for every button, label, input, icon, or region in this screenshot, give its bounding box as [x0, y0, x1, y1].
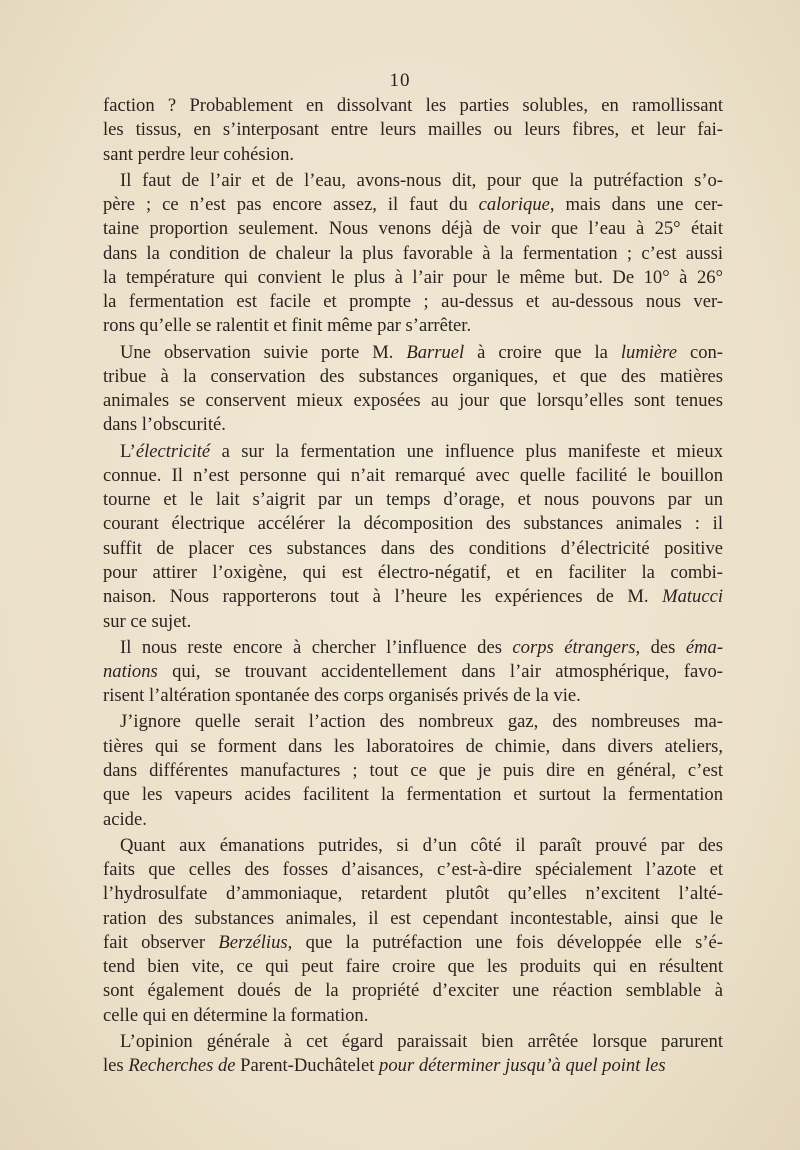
- text-run: acide.: [103, 808, 147, 830]
- italic-text: électricité: [135, 440, 211, 462]
- text-run: , que la putréfaction une fois développée elle s’é-: [287, 931, 723, 953]
- text-line: [103, 735, 723, 759]
- text-run: celle qui en détermine la formation.: [103, 1004, 369, 1026]
- text-run: tend bien vite, ce qui peut faire croire que les produits qui en résultent: [103, 956, 723, 978]
- text-line: [103, 413, 723, 437]
- text-line: [103, 610, 723, 634]
- text-run: ration des substances animales, il est cependant incontestable, ainsi que le: [103, 907, 723, 929]
- text-line: [103, 290, 723, 314]
- text-run: à croire que la: [464, 341, 621, 363]
- italic-text: lumière: [620, 341, 677, 363]
- text-line: [103, 464, 723, 488]
- text-run: , mais dans une cer-: [549, 193, 723, 215]
- text-line: [103, 169, 723, 193]
- text-line: [103, 512, 723, 536]
- text-line: [103, 561, 723, 585]
- text-line: [103, 907, 723, 931]
- text-run: tières qui se forment dans les laboratoires de chimie, dans divers ateliers,: [103, 735, 723, 757]
- text-run: L’opinion générale à cet égard paraissait bien arrêtée lorsque parurent: [120, 1030, 723, 1052]
- text-line: [103, 488, 723, 512]
- text-run: connue. Il n’est personne qui n’ait remarqué avec quelle facilité le bouillon: [103, 464, 723, 486]
- italic-text: éma-: [685, 636, 724, 658]
- text-line: [103, 955, 723, 979]
- text-run: Il faut de l’air et de l’eau, avons-nous dit, pour que la putréfaction s’o-: [120, 169, 723, 191]
- text-run: L’: [120, 440, 136, 462]
- text-run: risent l’altération spontanée des corps organisés privés de la vie.: [103, 685, 581, 707]
- text-run: pour attirer l’oxigène, qui est électro-négatif, et en faciliter la combi-: [103, 562, 723, 584]
- text-run: rons qu’elle se ralentit et finit même par s’arrêter.: [103, 315, 472, 337]
- text-run: Parent-Duchâtelet: [235, 1055, 380, 1077]
- text-line: [103, 266, 723, 290]
- text-run: dans l’obscurité.: [103, 414, 226, 436]
- text-run: dans la condition de chaleur la plus favorable à la fermentation ; c’est aussi: [103, 242, 723, 264]
- text-line: [103, 242, 723, 266]
- page-number: 10: [389, 70, 411, 91]
- text-line: [103, 660, 723, 684]
- text-run: père ; ce n’est pas encore assez, il faut du: [103, 193, 479, 215]
- text-line: [103, 858, 723, 882]
- italic-text: Barruel: [406, 341, 465, 363]
- text-line: [103, 193, 723, 217]
- text-run: sont également doués de la propriété d’exciter une réaction semblable à: [103, 980, 723, 1002]
- text-run: Il nous reste encore à chercher l’influence des: [120, 636, 513, 658]
- text-line: [103, 834, 723, 858]
- text-line: [103, 440, 723, 464]
- text-line: [103, 759, 723, 783]
- text-run: faction ? Probablement en dissolvant les parties solubles, en ramollissant: [103, 95, 723, 116]
- text-line: [103, 341, 723, 365]
- text-run: sur ce sujet.: [103, 610, 192, 632]
- text-line: [103, 217, 723, 241]
- text-run: , des: [635, 636, 686, 658]
- text-run: taine proportion seulement. Nous venons déjà de voir que l’eau à 25° était: [103, 218, 723, 240]
- italic-text: Matucci: [662, 586, 723, 608]
- text-run: tourne et le lait s’aigrit par un temps d’orage, et nous pouvons par un: [103, 489, 723, 511]
- text-run: Quant aux émanations putrides, si d’un côté il paraît prouvé par des: [120, 834, 723, 856]
- italic-text: nations: [103, 661, 158, 683]
- text-line: [103, 808, 723, 832]
- text-run: faits que celles des fosses d’aisances, c’est-à-dire spécialement l’azote et: [103, 858, 723, 880]
- text-line: [103, 1004, 723, 1028]
- text-line: [103, 585, 723, 609]
- text-run: J’ignore quelle serait l’action des nombreux gaz, des nombreuses ma-: [120, 711, 723, 733]
- text-line: [103, 636, 723, 660]
- text-run: dans différentes manufactures ; tout ce que je puis dire en général, c’est: [103, 760, 723, 781]
- text-run: animales se conservent mieux exposées au jour que lorsqu’elles sont tenues: [103, 390, 723, 412]
- text-line: [103, 314, 723, 338]
- text-line: [103, 931, 723, 955]
- text-line: [103, 389, 723, 413]
- text-line: [103, 537, 723, 561]
- text-line: [103, 979, 723, 1003]
- text-run: que les vapeurs acides facilitent la fermentation et surtout la fermentation: [103, 784, 723, 806]
- text-run: a sur la fermentation une influence plus manifeste et mieux: [210, 440, 723, 462]
- text-line: [103, 710, 723, 734]
- text-line: [103, 783, 723, 807]
- text-run: les tissus, en s’interposant entre leurs mailles ou leurs fibres, et leur fai-: [103, 119, 723, 141]
- italic-text: calorique: [478, 193, 550, 215]
- text-run: l’hydrosulfate d’ammoniaque, retardent plutôt qu’elles n’excitent l’alté-: [103, 883, 723, 905]
- text-line: [103, 684, 723, 708]
- text-run: les: [103, 1055, 129, 1077]
- text-run: con-: [676, 341, 723, 363]
- text-run: tribue à la conservation des substances organiques, et que des matières: [103, 365, 723, 387]
- body-text: [103, 94, 723, 1078]
- italic-text: corps étrangers: [512, 636, 636, 658]
- text-run: Une observation suivie porte M.: [120, 341, 407, 363]
- text-run: qui, se trouvant accidentellement dans l’air atmosphérique, favo-: [157, 661, 723, 683]
- text-run: la température qui convient le plus à l’air pour le même but. De 10° à 26°: [103, 266, 723, 288]
- text-line: [103, 94, 723, 118]
- text-run: suffit de placer ces substances dans des conditions d’électricité positive: [103, 537, 723, 559]
- text-line: [103, 882, 723, 906]
- italic-text: pour déterminer jusqu’à quel point les: [379, 1055, 666, 1077]
- text-line: [103, 365, 723, 389]
- text-line: [103, 1054, 723, 1078]
- text-run: courant électrique accélérer la décomposition des substances animales : il: [103, 513, 723, 535]
- text-run: la fermentation est facile et prompte ; au-dessus et au-dessous nous ver-: [103, 291, 723, 313]
- text-run: fait observer: [103, 931, 219, 953]
- text-run: naison. Nous rapporterons tout à l’heure les expériences de M.: [103, 586, 663, 608]
- italic-text: Berzélius: [218, 931, 288, 953]
- text-run: sant perdre leur cohésion.: [103, 143, 295, 165]
- text-line: [103, 118, 723, 142]
- italic-text: Recherches de: [128, 1055, 236, 1077]
- text-line: [103, 143, 723, 167]
- text-line: [103, 1030, 723, 1054]
